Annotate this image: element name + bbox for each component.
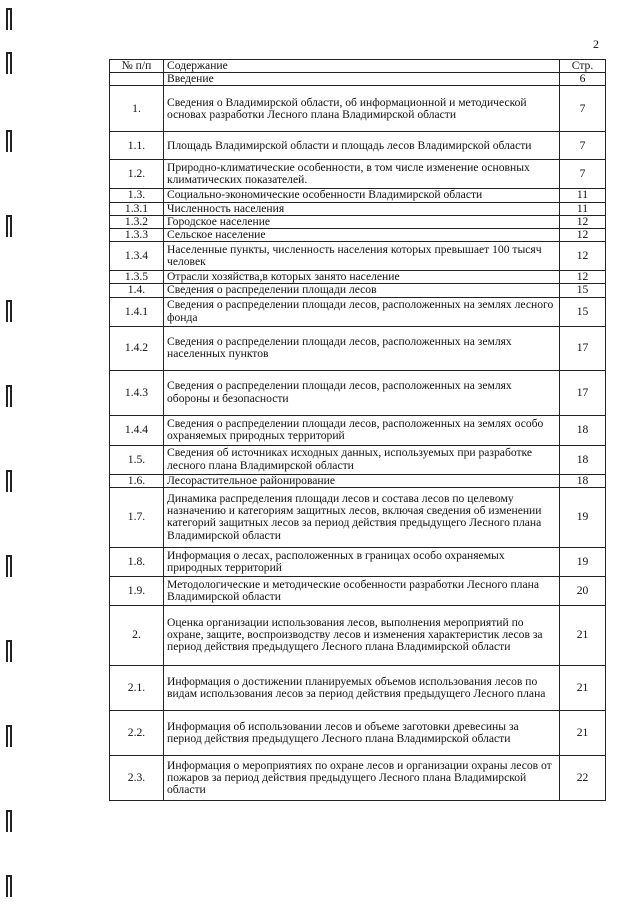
table-row (110, 326, 606, 370)
row-number: 1.3.4 (110, 242, 164, 271)
header-page: Стр. (560, 60, 606, 73)
table-row (110, 474, 606, 487)
row-title: Сведения о распределении площади лесов (164, 284, 560, 297)
table-row (110, 415, 606, 445)
row-page: 19 (560, 487, 606, 547)
row-page: 22 (560, 755, 606, 800)
row-page: 21 (560, 710, 606, 755)
table-row (110, 189, 606, 202)
row-page: 18 (560, 445, 606, 474)
table-row (110, 605, 606, 665)
row-number: 1.3.1 (110, 202, 164, 215)
row-title: Сведения о распределении площади лесов, расположенных на землях особо охраняемых природных территорий (164, 415, 560, 445)
binding-mark (6, 300, 12, 322)
table-row (110, 160, 606, 189)
table-row (110, 370, 606, 415)
row-title: Отрасли хозяйства,в которых занято население (164, 271, 560, 284)
binding-mark (6, 875, 12, 897)
table-row (110, 755, 606, 800)
binding-mark (6, 130, 12, 152)
row-title: Информация об использовании лесов и объеме заготовки древесины за период действия предыдущего Лесного плана Владимирской области (164, 710, 560, 755)
row-page: 15 (560, 297, 606, 326)
row-number: 1.9. (110, 576, 164, 605)
table-row (110, 242, 606, 271)
row-title: Численность населения (164, 202, 560, 215)
row-page: 6 (560, 73, 606, 86)
row-number: 2.3. (110, 755, 164, 800)
header-title: Содержание (164, 60, 560, 73)
table-row (110, 73, 606, 86)
table-of-contents (109, 59, 606, 801)
row-title: Информация о достижении планируемых объемов использования лесов по видам использования лесов за период действия предыдущего Лесного плана (164, 665, 560, 710)
row-title: Сведения о распределении площади лесов, расположенных на землях лесного фонда (164, 297, 560, 326)
row-title: Населенные пункты, численность населения которых превышает 100 тысяч человек (164, 242, 560, 271)
row-number: 1.3.5 (110, 271, 164, 284)
table-row (110, 202, 606, 215)
row-number: 1.5. (110, 445, 164, 474)
binding-mark (6, 810, 12, 832)
table-row (110, 445, 606, 474)
row-page: 11 (560, 189, 606, 202)
row-title: Сведения о распределении площади лесов, расположенных на землях обороны и безопасности (164, 370, 560, 415)
table-row (110, 284, 606, 297)
row-title: Информация о мероприятиях по охране лесов и организации охраны лесов от пожаров за период действия предыдущего Лесного плана Владимирской области (164, 755, 560, 800)
row-number: 1.4.2 (110, 326, 164, 370)
row-page: 12 (560, 242, 606, 271)
row-number: 1.4.4 (110, 415, 164, 445)
row-page: 7 (560, 132, 606, 160)
page-number: 2 (593, 37, 599, 51)
row-page: 18 (560, 415, 606, 445)
binding-marks (6, 0, 20, 905)
row-page: 17 (560, 326, 606, 370)
row-page: 12 (560, 229, 606, 242)
row-number: 1.1. (110, 132, 164, 160)
row-page: 15 (560, 284, 606, 297)
table-row (110, 665, 606, 710)
row-number: 2.1. (110, 665, 164, 710)
binding-mark (6, 470, 12, 492)
table-row (110, 297, 606, 326)
row-title: Сведения об источниках исходных данных, используемых при разработке лесного плана Владимирской области (164, 445, 560, 474)
row-number: 1.3. (110, 189, 164, 202)
table-row (110, 86, 606, 132)
row-page: 20 (560, 576, 606, 605)
row-page: 21 (560, 605, 606, 665)
row-title: Лесорастительное районирование (164, 474, 560, 487)
binding-mark (6, 215, 12, 237)
row-page: 19 (560, 547, 606, 576)
row-page: 7 (560, 86, 606, 132)
binding-mark (6, 52, 12, 74)
row-number: 1.2. (110, 160, 164, 189)
row-page: 21 (560, 665, 606, 710)
row-title: Сведения о Владимирской области, об информационной и методической основах разработки Лесного плана Владимирской области (164, 86, 560, 132)
table-row (110, 229, 606, 242)
row-page: 12 (560, 271, 606, 284)
row-page: 17 (560, 370, 606, 415)
row-title: Городское население (164, 215, 560, 228)
binding-mark (6, 385, 12, 407)
row-page: 11 (560, 202, 606, 215)
table-row (110, 271, 606, 284)
table-row (110, 547, 606, 576)
row-page: 12 (560, 215, 606, 228)
row-title: Информация о лесах, расположенных в границах особо охраняемых природных территорий (164, 547, 560, 576)
row-number: 1.8. (110, 547, 164, 576)
row-page: 7 (560, 160, 606, 189)
row-title: Социально-экономические особенности Владимирской области (164, 189, 560, 202)
binding-mark (6, 725, 12, 747)
row-title: Динамика распределения площади лесов и состава лесов по целевому назначению и категориям защитных лесов, включая сведения об изменении категорий защитных лесов за период действия предыдущего Лесного плана Владимирской области (164, 487, 560, 547)
row-number: 1.4.3 (110, 370, 164, 415)
row-number: 2.2. (110, 710, 164, 755)
row-number (110, 73, 164, 86)
table-row (110, 132, 606, 160)
row-number: 1.6. (110, 474, 164, 487)
row-title: Сведения о распределении площади лесов, расположенных на землях населенных пунктов (164, 326, 560, 370)
row-title: Площадь Владимирской области и площадь лесов Владимирской области (164, 132, 560, 160)
row-number: 1. (110, 86, 164, 132)
row-number: 1.4. (110, 284, 164, 297)
table-row (110, 487, 606, 547)
binding-mark (6, 555, 12, 577)
row-title: Оценка организации использования лесов, выполнения мероприятий по охране, защите, воспроизводству лесов и изменения характеристик лесов за период действия предыдущего Лесного плана Владимирской области (164, 605, 560, 665)
binding-mark (6, 640, 12, 662)
row-number: 2. (110, 605, 164, 665)
binding-mark (6, 8, 12, 30)
row-title: Методологические и методические особенности разработки Лесного плана Владимирской области (164, 576, 560, 605)
row-number: 1.3.3 (110, 229, 164, 242)
row-page: 18 (560, 474, 606, 487)
row-number: 1.7. (110, 487, 164, 547)
table-row (110, 215, 606, 228)
header-row (110, 60, 606, 73)
header-num: № п/п (110, 60, 164, 73)
row-title: Сельское население (164, 229, 560, 242)
row-title: Введение (164, 73, 560, 86)
row-number: 1.4.1 (110, 297, 164, 326)
table-row (110, 710, 606, 755)
row-title: Природно-климатические особенности, в том числе изменение основных климатических показателей. (164, 160, 560, 189)
row-number: 1.3.2 (110, 215, 164, 228)
table-row (110, 576, 606, 605)
